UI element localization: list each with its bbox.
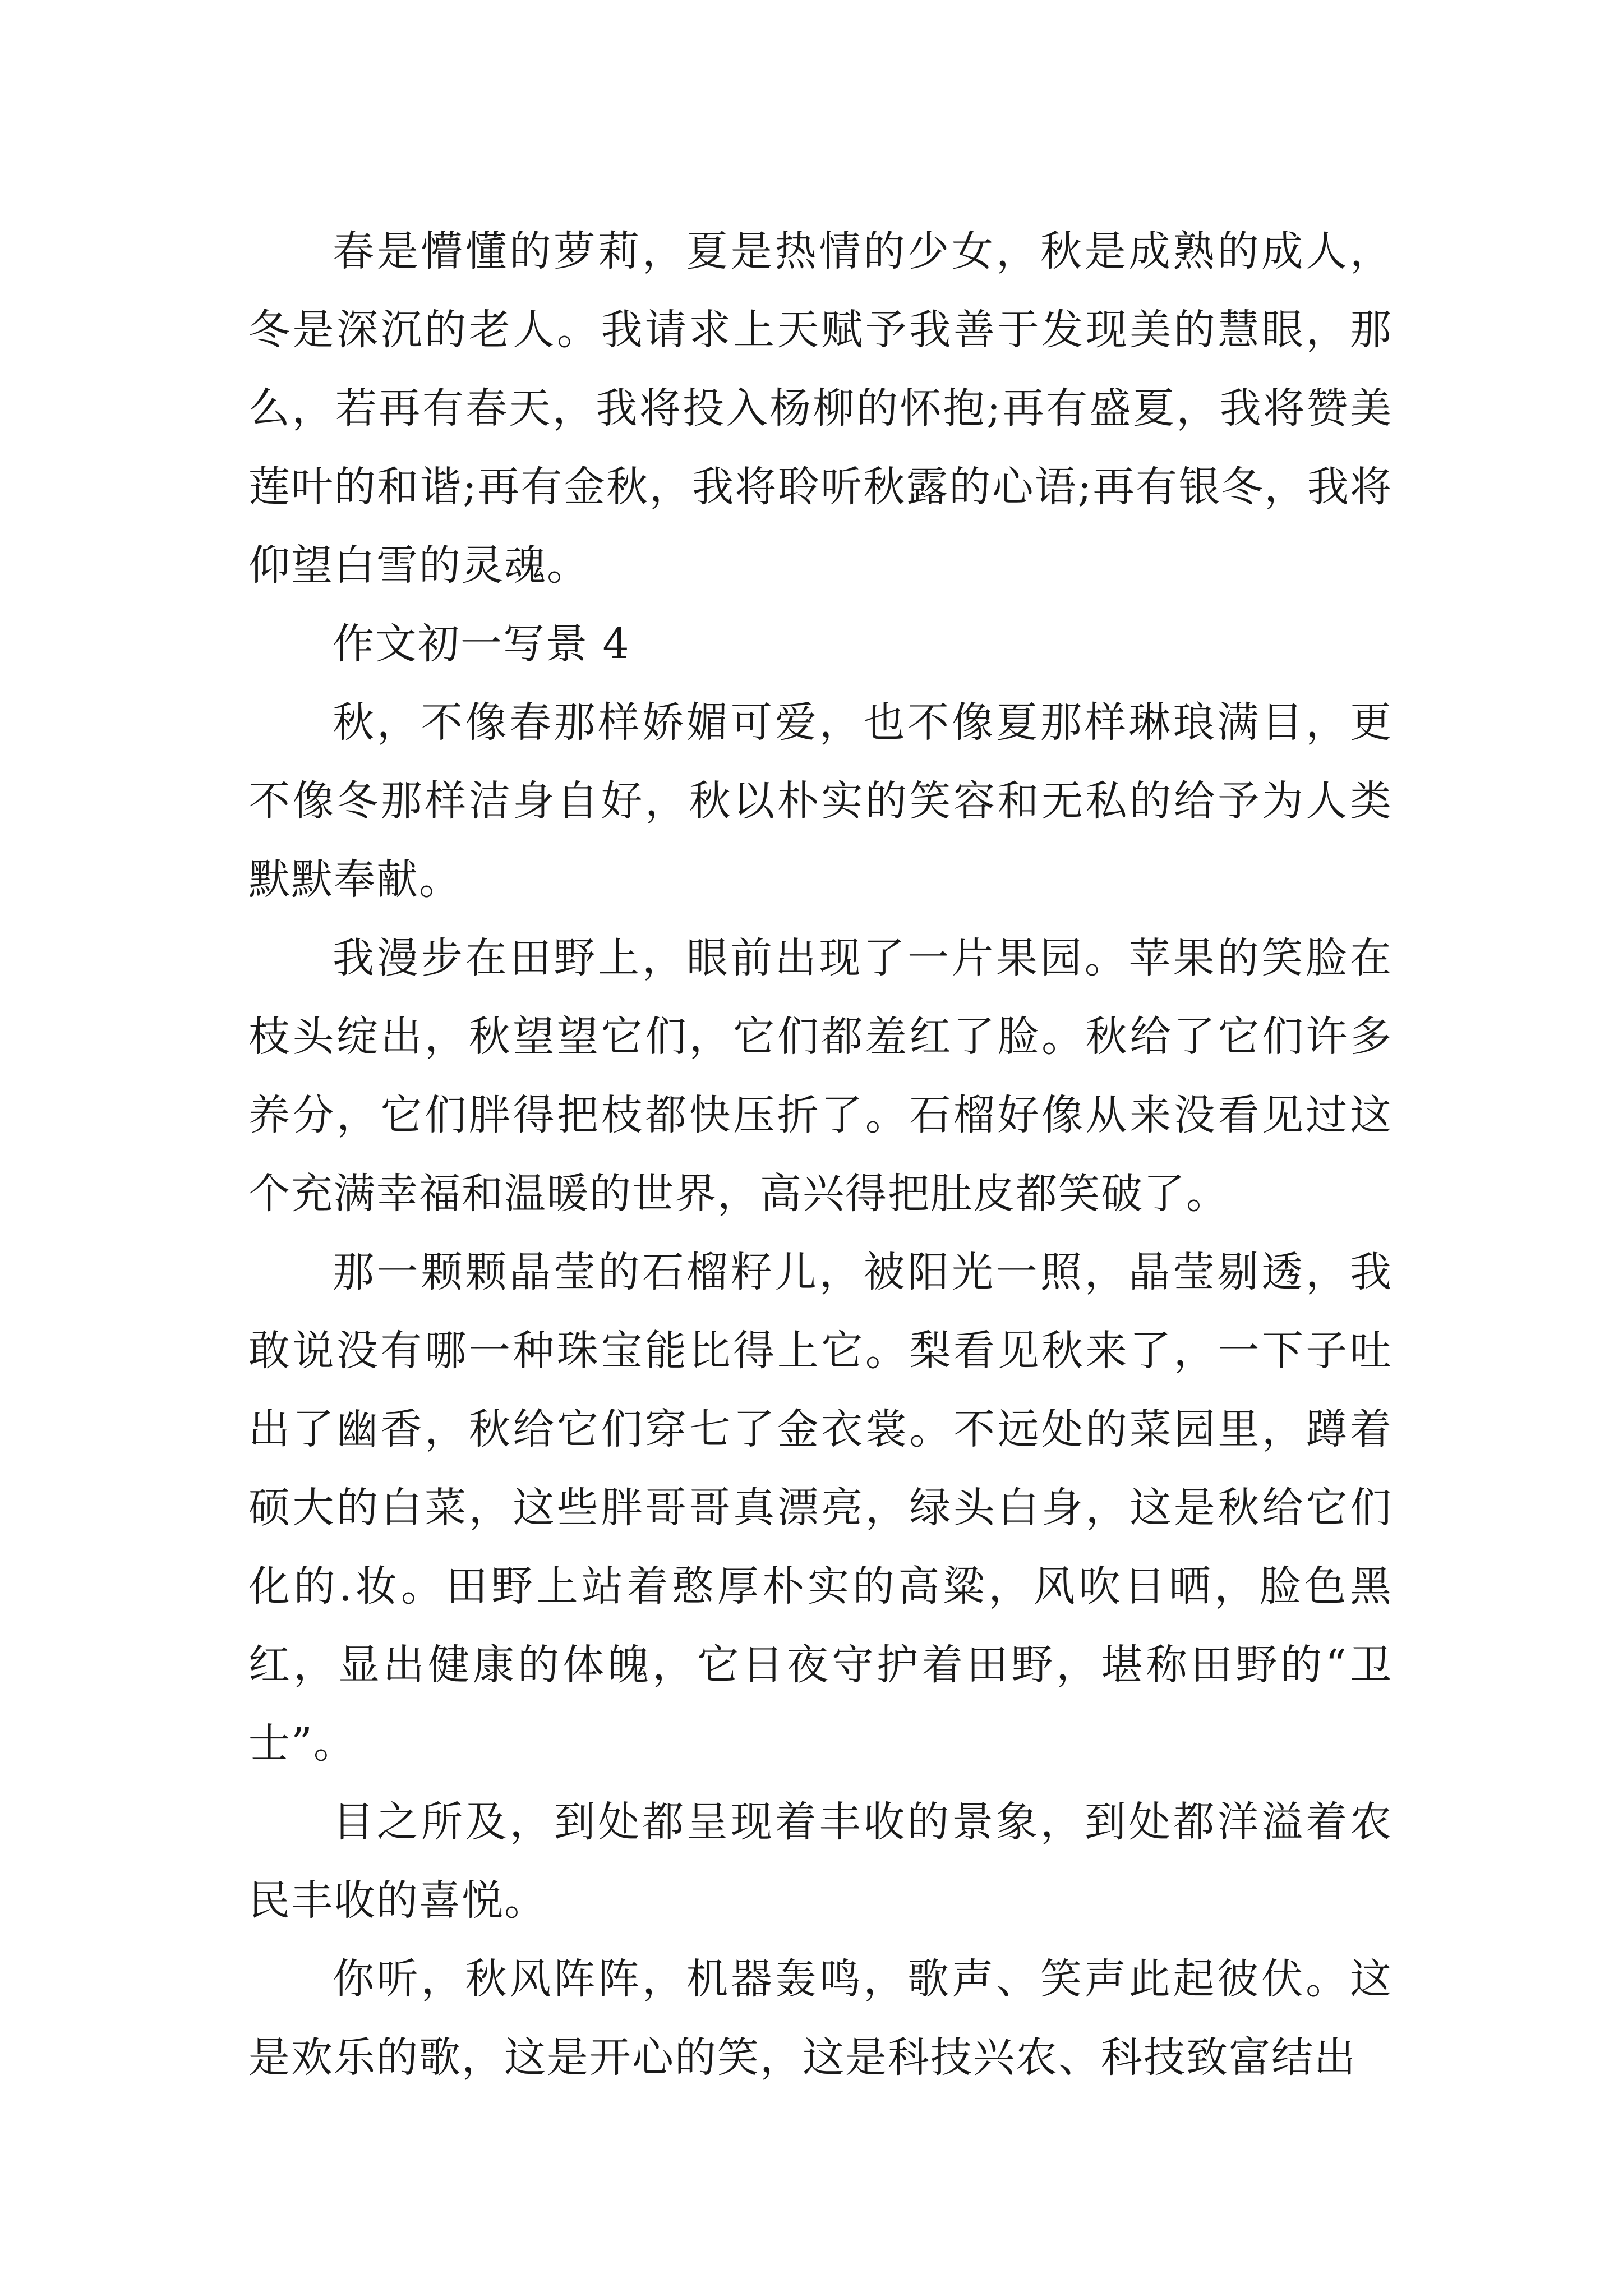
paragraph-seasons: 春是懵懂的萝莉，夏是热情的少女，秋是成熟的成人，冬是深沉的老人。我请求上天赋予我善于发现美的慧眼，那么，若再有春天，我将投入杨柳的怀抱;再有盛夏，我将赞美莲叶的和谐;再有金秋，我将聆听秋露的心语;再有银冬，我将仰望白雪的灵魂。: [248, 227, 1393, 590]
paragraph-sounds: 你听，秋风阵阵，机器轰鸣，歌声、笑声此起彼伏。这是欢乐的歌，这是开心的笑，这是科技兴农、科技致富结出: [248, 1955, 1393, 2082]
paragraph-orchard: 我漫步在田野上，眼前出现了一片果园。苹果的笑脸在枝头绽出，秋望望它们，它们都羞红了脸。秋给了它们许多养分，它们胖得把枝都快压折了。石榴好像从来没看见过这个充满幸福和温暖的世界，高兴得把肚皮都笑破了。: [248, 934, 1393, 1218]
paragraph-pomegranate: 那一颗颗晶莹的石榴籽儿，被阳光一照，晶莹剔透，我敢说没有哪一种珠宝能比得上它。梨看见秋来了，一下子吐出了幽香，秋给它们穿七了金衣裳。不远处的菜园里，蹲着硕大的白菜，这些胖哥哥真漂亮，绿头白身，这是秋给它们化的.妆。田野上站着憨厚朴实的高粱，风吹日晒，脸色黑红，显出健康的体魄，它日夜守护着田野，堪称田野的“卫士”。: [248, 1248, 1393, 1768]
essay-heading: 作文初一写景 4: [333, 620, 630, 668]
paragraph-autumn-intro: 秋，不像春那样娇媚可爱，也不像夏那样琳琅满目，更不像冬那样洁身自好，秋以朴实的笑容和无私的给予为人类默默奉献。: [248, 698, 1393, 904]
paragraph-harvest: 目之所及，到处都呈现着丰收的景象，到处都洋溢着农民丰收的喜悦。: [248, 1798, 1393, 1925]
document-body: [248, 212, 1393, 2097]
